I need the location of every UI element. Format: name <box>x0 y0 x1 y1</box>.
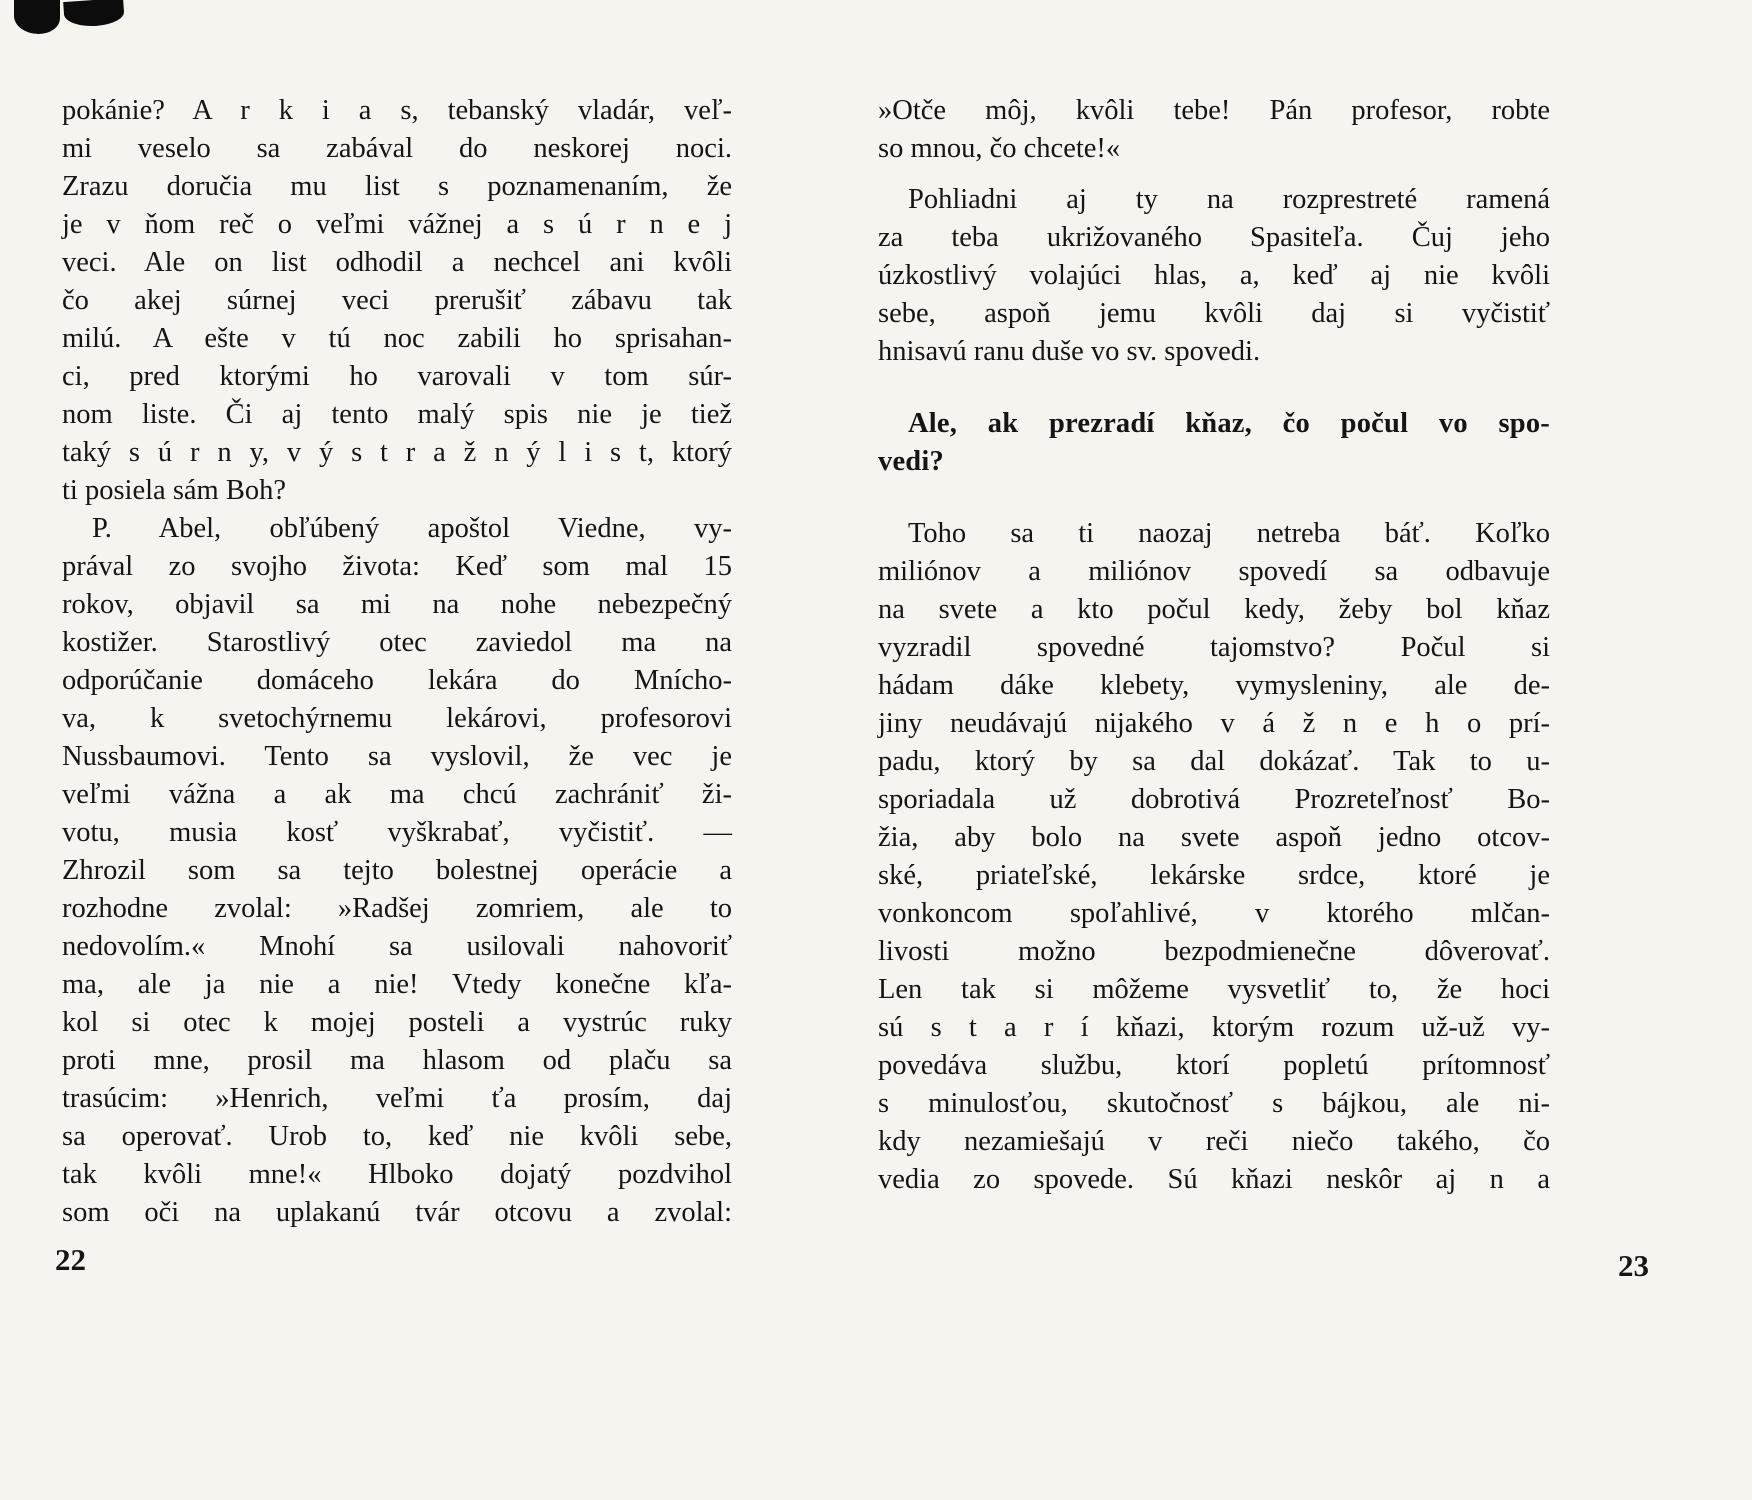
paragraph <box>62 92 732 510</box>
text-line: rozhodne zvolal: »Radšej zomriem, ale to <box>62 893 732 924</box>
text-line: kdy nezamiešajú v reči niečo takého, čo <box>878 1126 1550 1157</box>
section-heading <box>878 405 1550 481</box>
text-line: Toho sa ti naozaj netreba báť. Koľko <box>908 518 1550 549</box>
text-line: ti posiela sám Boh? <box>62 475 287 506</box>
text-line: sebe, aspoň jemu kvôli daj si vyčistiť <box>878 298 1550 329</box>
paragraph <box>878 92 1550 168</box>
right-page-number: 23 <box>1618 1248 1649 1283</box>
text-line: žia, aby bolo na svete aspoň jedno otcov- <box>878 822 1550 853</box>
paragraph <box>878 181 1550 371</box>
text-line: Pohliadni aj ty na rozprestreté ramená <box>908 184 1550 215</box>
text-line: so mnou, čo chcete!« <box>878 133 1121 164</box>
text-line: úzkostlivý volajúci hlas, a, keď aj nie kvôli <box>878 260 1550 291</box>
text-line: taký s ú r n y, v ý s t r a ž n ý l i s t, ktorý <box>62 437 732 468</box>
text-line: mi veselo sa zabával do neskorej noci. <box>62 133 732 164</box>
text-line: s minulosťou, skutočnosť s bájkou, ale ni- <box>878 1088 1550 1119</box>
left-page-text <box>62 92 732 1232</box>
paragraph <box>62 510 732 1232</box>
text-line: sú s t a r í kňazi, ktorým rozum už-už vy- <box>878 1012 1550 1043</box>
text-line: povedáva službu, ktorí popletú prítomnosť <box>878 1050 1550 1081</box>
text-line: vyzradil spovedné tajomstvo? Počul si <box>878 632 1550 663</box>
text-line: veci. Ale on list odhodil a nechcel ani kvôli <box>62 247 732 278</box>
right-page-text <box>878 92 1550 1199</box>
text-line: va, k svetochýrnemu lekárovi, profesorovi <box>62 703 732 734</box>
text-line: som oči na uplakanú tvár otcovu a zvolal: <box>62 1197 732 1228</box>
left-page-number: 22 <box>55 1242 86 1277</box>
text-line: ma, ale ja nie a nie! Vtedy konečne kľa- <box>62 969 732 1000</box>
text-line: prával zo svojho života: Keď som mal 15 <box>62 551 732 582</box>
text-line: P. Abel, obľúbený apoštol Viedne, vy- <box>92 513 732 544</box>
text-line: vonkoncom spoľahlivé, v ktorého mlčan- <box>878 898 1550 929</box>
text-line: rokov, objavil sa mi na nohe nebezpečný <box>62 589 732 620</box>
text-line: veľmi vážna a ak ma chcú zachrániť ži- <box>62 779 732 810</box>
text-line: sa operovať. Urob to, keď nie kvôli sebe, <box>62 1121 732 1152</box>
text-line: hnisavú ranu duše vo sv. spovedi. <box>878 336 1261 367</box>
text-line: proti mne, prosil ma hlasom od plaču sa <box>62 1045 732 1076</box>
text-line: ci, pred ktorými ho varovali v tom súr- <box>62 361 732 392</box>
text-line: na svete a kto počul kedy, žeby bol kňaz <box>878 594 1550 625</box>
text-line: sporiadala už dobrotivá Prozreteľnosť Bo- <box>878 784 1550 815</box>
text-line: pokánie? A r k i a s, tebanský vladár, veľ- <box>62 95 732 126</box>
text-line: za teba ukrižovaného Spasiteľa. Čuj jeho <box>878 222 1550 253</box>
text-line: odporúčanie domáceho lekára do Mnícho- <box>62 665 732 696</box>
text-line: Zhrozil som sa tejto bolestnej operácie a <box>62 855 732 886</box>
text-line: nedovolím.« Mnohí sa usilovali nahovoriť <box>62 931 732 962</box>
text-line: ské, priateľské, lekárske srdce, ktoré je <box>878 860 1550 891</box>
text-line: votu, musia kosť vyškrabať, vyčistiť. — <box>62 817 732 848</box>
text-line: padu, ktorý by sa dal dokázať. Tak to u- <box>878 746 1550 777</box>
text-line: je v ňom reč o veľmi vážnej a s ú r n e j <box>62 209 732 240</box>
text-line: nom liste. Či aj tento malý spis nie je tiež <box>62 399 732 430</box>
text-line: livosti možno bezpodmienečne dôverovať. <box>878 936 1550 967</box>
text-line: vedia zo spovede. Sú kňazi neskôr aj n a <box>878 1164 1550 1195</box>
text-line: tak kvôli mne!« Hlboko dojatý pozdvihol <box>62 1159 732 1190</box>
text-line: Nussbaumovi. Tento sa vyslovil, že vec je <box>62 741 732 772</box>
text-line: Ale, ak prezradí kňaz, čo počul vo spo- <box>908 408 1550 439</box>
ink-blot-artifact <box>63 0 125 28</box>
text-line: milú. A ešte v tú noc zabili ho sprisahan- <box>62 323 732 354</box>
text-line: Zrazu doručia mu list s poznamenaním, že <box>62 171 732 202</box>
text-line: hádam dáke klebety, vymysleniny, ale de- <box>878 670 1550 701</box>
text-line: trasúcim: »Henrich, veľmi ťa prosím, daj <box>62 1083 732 1114</box>
text-line: »Otče môj, kvôli tebe! Pán profesor, robte <box>878 95 1550 126</box>
text-line: miliónov a miliónov spovedí sa odbavuje <box>878 556 1550 587</box>
text-line: vedi? <box>878 446 944 477</box>
paragraph <box>878 515 1550 1199</box>
text-line: jiny neudávajú nijakého v á ž n e h o prí- <box>878 708 1550 739</box>
ink-blot-artifact <box>14 0 60 34</box>
text-line: čo akej súrnej veci prerušiť zábavu tak <box>62 285 732 316</box>
text-line: kostižer. Starostlivý otec zaviedol ma na <box>62 627 732 658</box>
text-line: Len tak si môžeme vysvetliť to, že hoci <box>878 974 1550 1005</box>
text-line: kol si otec k mojej posteli a vystrúc ruky <box>62 1007 732 1038</box>
